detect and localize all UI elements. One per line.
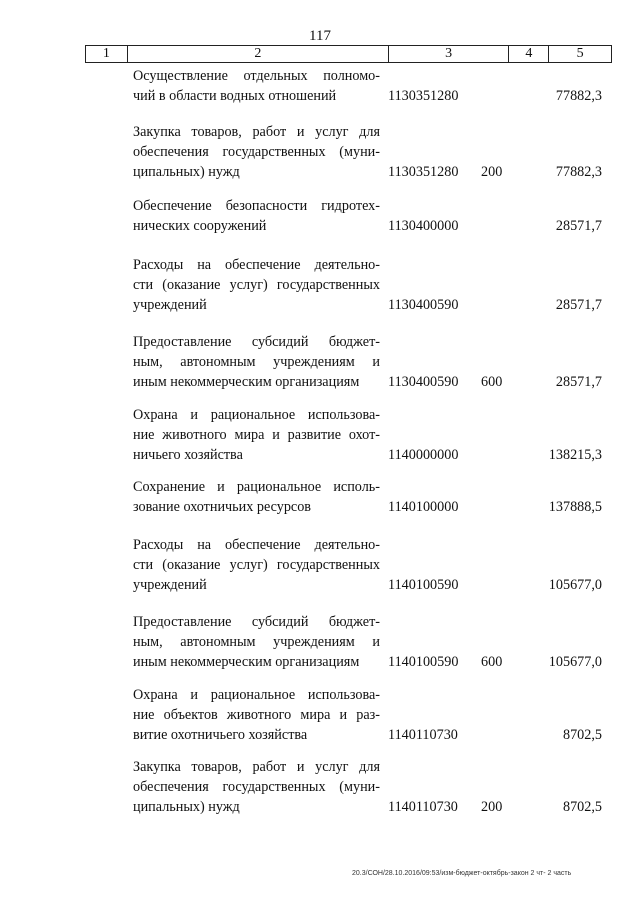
row-expense-type: 600	[481, 654, 503, 670]
row-name	[133, 685, 380, 745]
row-name-line: ципальных) нужд	[133, 799, 240, 815]
row-name-line: чий в области водных отношений	[133, 88, 337, 104]
row-name-line: учреждений	[133, 297, 207, 313]
row-name-line: обеспечения государственных (муни-	[133, 779, 380, 795]
row-code: 1130351280	[388, 88, 459, 104]
row-name-line: витие охотничьего хозяйства	[133, 727, 308, 743]
row-name-line: зование охотничьих ресурсов	[133, 499, 312, 515]
row-amount: 77882,3	[555, 164, 602, 180]
column-header-row	[85, 45, 612, 63]
row-name-line: ние животного мира и развитие охот-	[133, 427, 380, 443]
row-name-line: сти (оказание услуг) государственных	[133, 277, 380, 293]
row-amount: 28571,7	[555, 218, 602, 234]
column-header-3: 3	[389, 46, 510, 62]
row-name-line: Обеспечение безопасности гидротех-	[133, 198, 380, 214]
row-name-line: Закупка товаров, работ и услуг для	[133, 759, 380, 775]
row-name-line: обеспечения государственных (муни-	[133, 144, 380, 160]
row-name-line: иным некоммерческим организациям	[133, 374, 360, 390]
row-amount: 28571,7	[555, 297, 602, 313]
row-code: 1130351280	[388, 164, 459, 180]
row-code: 1140110730	[388, 799, 458, 815]
row-name-line: сти (оказание услуг) государственных	[133, 557, 380, 573]
row-code: 1140000000	[388, 447, 459, 463]
row-amount: 138215,3	[548, 447, 602, 463]
row-amount: 105677,0	[548, 654, 602, 670]
row-amount: 28571,7	[555, 374, 602, 390]
row-name-line: Осуществление отдельных полномо-	[133, 68, 380, 84]
row-code: 1140100590	[388, 654, 459, 670]
column-header-5: 5	[576, 46, 584, 61]
row-code: 1140100590	[388, 577, 459, 593]
row-name-line: ние объектов животного мира и раз-	[133, 707, 380, 723]
row-name	[133, 405, 380, 465]
row-name-line: Охрана и рациональное использова-	[133, 407, 380, 423]
row-name	[133, 255, 380, 315]
column-header-4: 4	[509, 46, 549, 62]
row-name	[133, 332, 380, 392]
row-code: 1130400590	[388, 374, 459, 390]
row-name-line: ным, автономным учреждениям и	[133, 354, 380, 370]
row-name	[133, 196, 380, 236]
row-amount: 77882,3	[555, 88, 602, 104]
row-code: 1140100000	[388, 499, 459, 515]
row-name-line: Сохранение и рациональное исполь-	[133, 479, 380, 495]
row-name-line: нических сооружений	[133, 218, 267, 234]
row-name-line: Расходы на обеспечение деятельно-	[133, 257, 380, 273]
row-name	[133, 757, 380, 817]
row-code: 1130400590	[388, 297, 459, 313]
row-amount: 105677,0	[548, 577, 602, 593]
row-expense-type: 600	[481, 374, 503, 390]
row-name	[133, 122, 380, 182]
row-name	[133, 66, 380, 106]
page-number: 117	[309, 28, 331, 44]
row-name-line: ным, автономным учреждениям и	[133, 634, 380, 650]
row-expense-type: 200	[481, 164, 503, 180]
row-amount: 8702,5	[562, 727, 602, 743]
row-name-line: учреждений	[133, 577, 207, 593]
row-amount: 8702,5	[562, 799, 602, 815]
row-code: 1130400000	[388, 218, 459, 234]
row-name	[133, 612, 380, 672]
row-amount: 137888,5	[548, 499, 602, 515]
row-name-line: ничьего хозяйства	[133, 447, 243, 463]
row-code: 1140110730	[388, 727, 458, 743]
row-name-line: иным некоммерческим организациям	[133, 654, 360, 670]
row-name-line: Предоставление субсидий бюджет-	[133, 614, 380, 630]
row-name-line: Расходы на обеспечение деятельно-	[133, 537, 380, 553]
row-name	[133, 477, 380, 517]
row-name-line: ципальных) нужд	[133, 164, 240, 180]
document-footer-stamp: 20.3/СОН/28.10.2016/09:53/изм-бюджет-октябрь-закон 2 чт- 2 часть	[352, 870, 572, 877]
row-name-line: Охрана и рациональное использова-	[133, 687, 380, 703]
row-expense-type: 200	[481, 799, 503, 815]
row-name	[133, 535, 380, 595]
row-name-line: Предоставление субсидий бюджет-	[133, 334, 380, 350]
column-header-1: 1	[86, 46, 128, 62]
column-header-2: 2	[128, 46, 389, 62]
row-name-line: Закупка товаров, работ и услуг для	[133, 124, 380, 140]
